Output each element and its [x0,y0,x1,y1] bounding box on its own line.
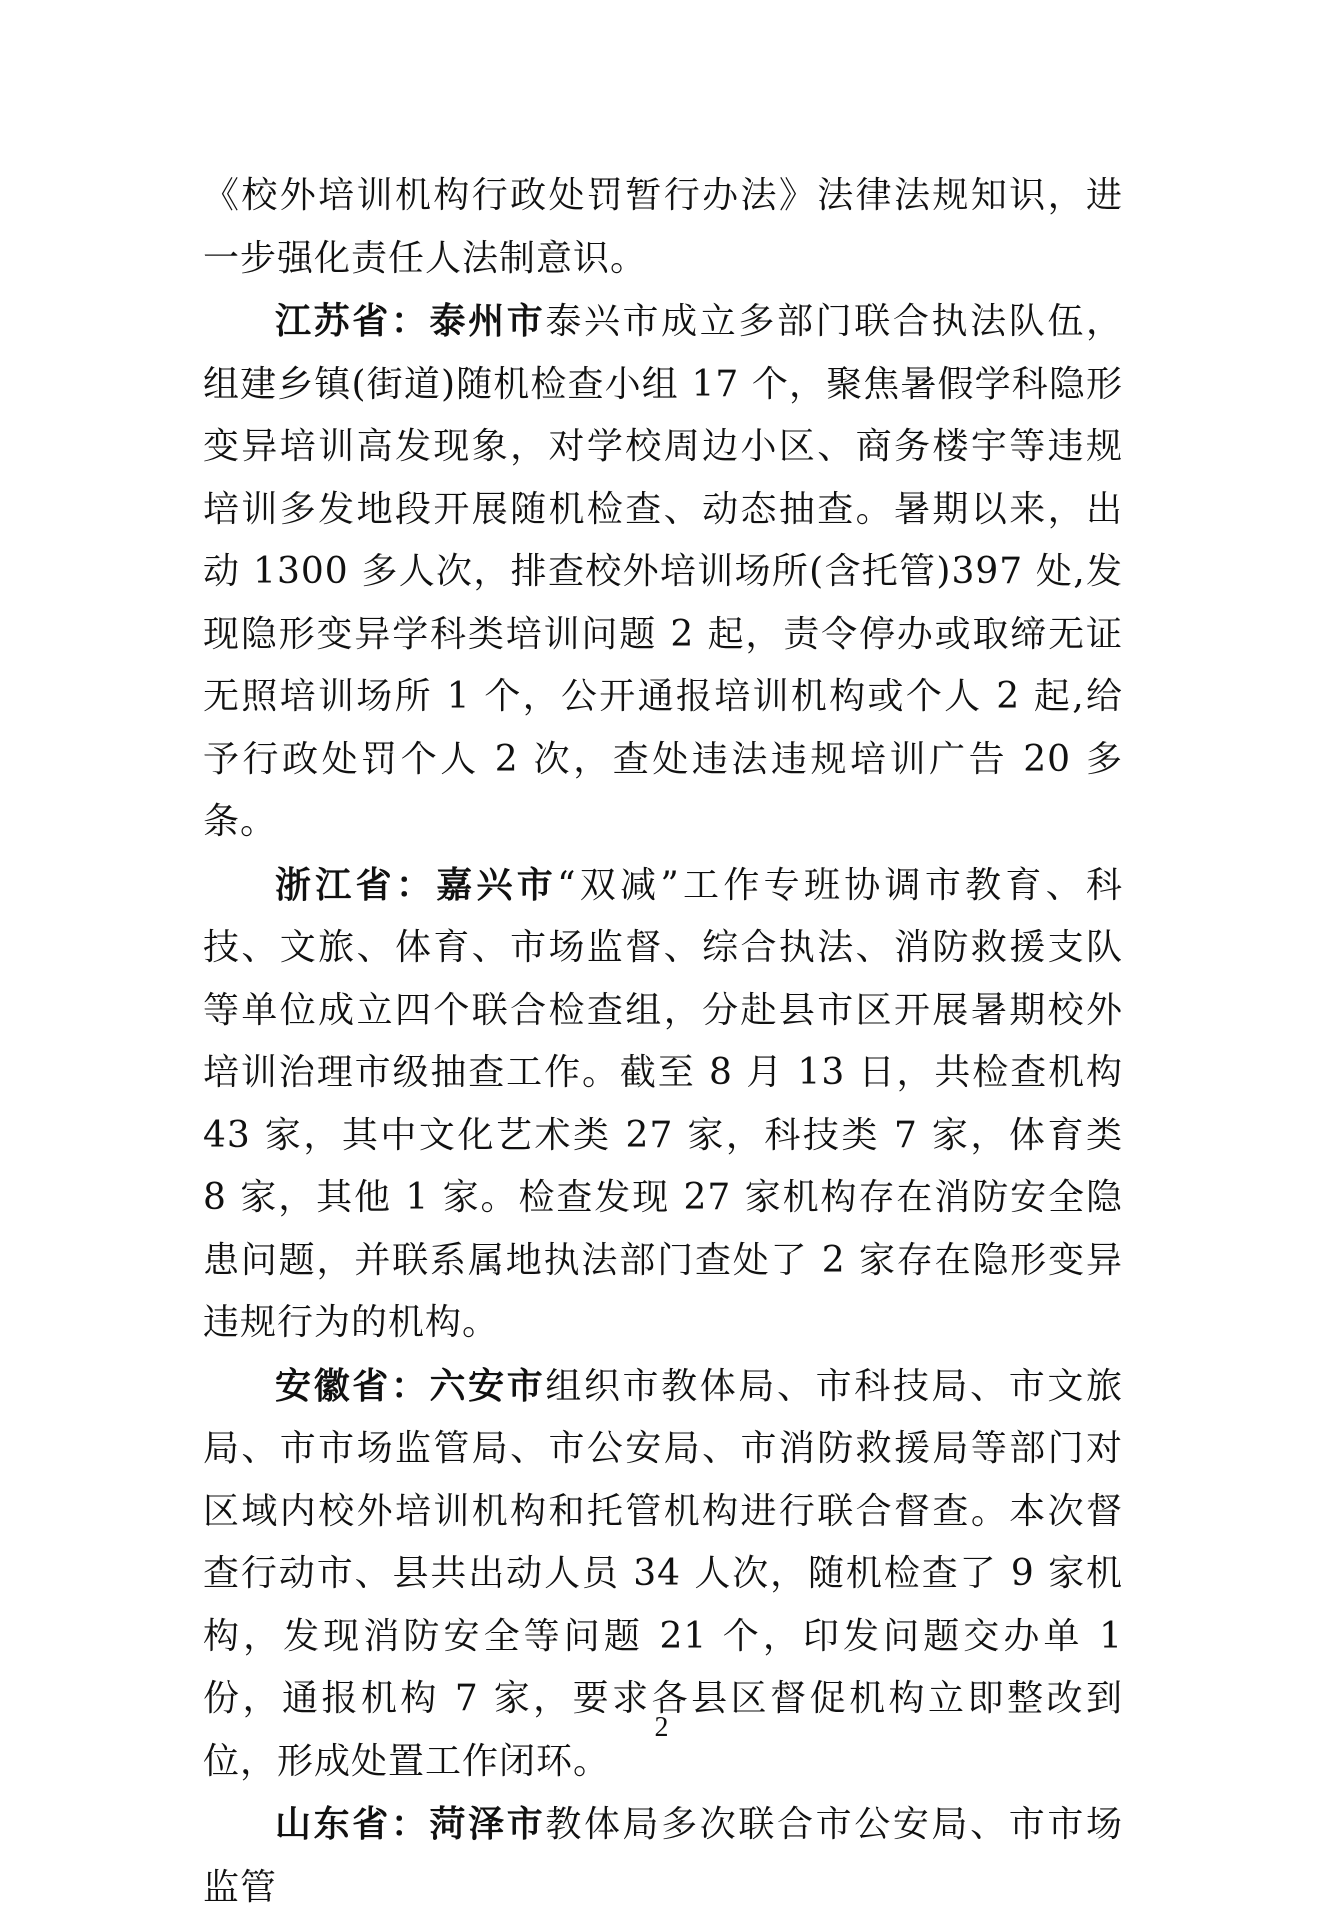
paragraph-text: 组织市教体局、市科技局、市文旅局、市市场监管局、市公安局、市消防救援局等部门对区域内校外培训机构和托管机构进行联合督查。本次督查行动市、县共出动人员 34 人次，随机检查了 9 家机构，发现消防安全等问题 21 个，印发问题交办单 1 份，通报机构 7 家，要求各县区督促机构立即整改到位，形成处置工作闭环。 [203,1365,1123,1782]
paragraph-text: 《校外培训机构行政处罚暂行办法》法律法规知识，进一步强化责任人法制意识。 [203,175,1123,279]
city-label: 菏泽市 [429,1803,546,1845]
city-label: 泰州市 [429,300,546,342]
city-label: 嘉兴市 [436,863,558,906]
paragraph-intro [203,165,1123,290]
province-label: 安徽省： [275,1364,430,1407]
paragraph-shandong [203,1793,1123,1919]
page-number: 2 [654,1712,669,1743]
paragraph-text: 泰兴市成立多部门联合执法队伍，组建乡镇(街道)随机检查小组 17 个，聚焦暑假学科隐形变异培训高发现象，对学校周边小区、商务楼宇等违规培训多发地段开展随机检查、动态抽查。暑期以来，出动 1300 多人次，排查校外培训场所(含托管)397 处,发现隐形变异学科类培训问题 2 起，责令停办或取缔无证无照培训场所 1 个，公开通报培训机构或个人 2 起,给予行政处罚个人 2 次，查处违法违规培训广告 20 多条。 [203,301,1123,842]
document-body [203,165,1123,1919]
province-label: 山东省： [275,1803,430,1845]
paragraph-jiangsu [203,290,1123,854]
paragraph-text: 教体局多次联合市公安局、市市场监管 [203,1804,1123,1908]
province-label: 江苏省： [275,300,430,342]
province-label: 浙江省： [275,863,437,906]
paragraph-text: “双减”工作专班协调市教育、科技、文旅、体育、市场监督、综合执法、消防救援支队等单位成立四个联合检查组，分赴县市区开展暑期校外培训治理市级抽查工作。截至 8 月 13 日，共检查机构 43 家，其中文化艺术类 27 家，科技类 7 家，体育类 8 家，其他 1 家。检查发现 27 家机构存在消防安全隐患问题，并联系属地执法部门查处了 2 家存在隐形变异违规行为的机构。 [203,864,1123,1343]
paragraph-zhejiang [203,854,1123,1355]
city-label: 六安市 [429,1364,546,1407]
